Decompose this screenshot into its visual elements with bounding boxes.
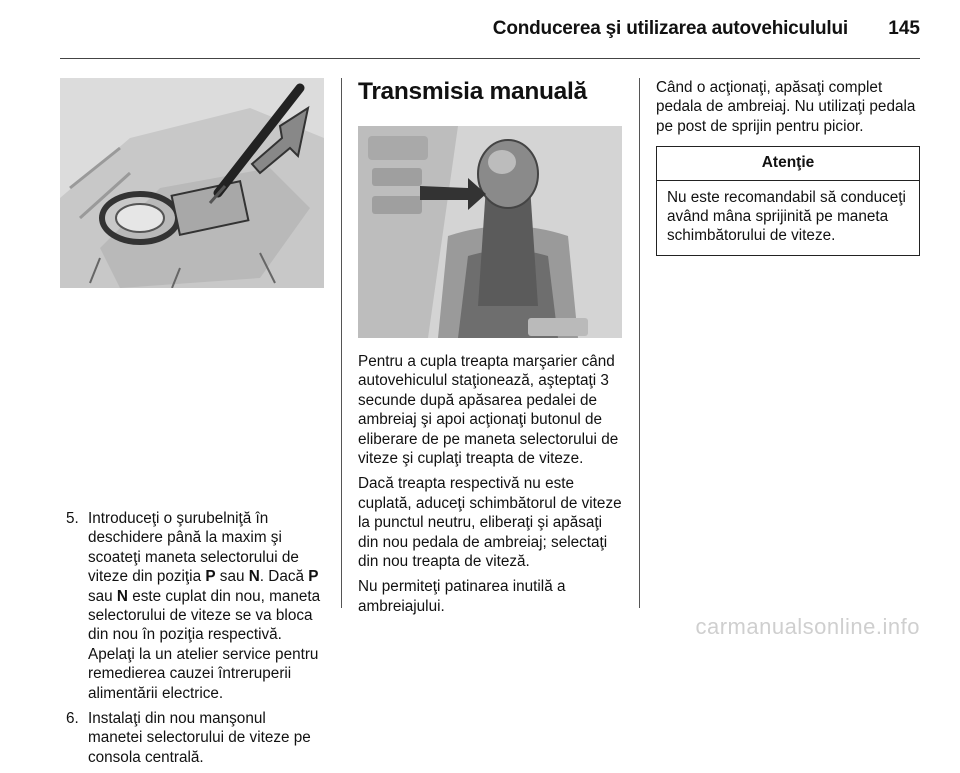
body-paragraph: Nu permiteţi patinarea inutilă a ambreiajului. [358,578,566,615]
watermark: carmanualsonline.info [695,614,920,639]
instruction-steps [60,509,324,767]
step-emphasis: N [116,587,128,605]
step-item [60,709,324,767]
step-text: sau [88,587,117,605]
body-paragraph: Pentru a cupla treapta marşarier când autovehiculul staţionează, aşteptaţi 3 secunde după apăsarea pedalei de ambreiaj şi apoi acţionaţi butonul de eliberare de pe maneta selectorului de viteze şi cuplaţi treapta de viteze. [358,353,619,468]
right-paragraph: Când o acţionaţi, apăsaţi complet pedala de ambreiaj. Nu utilizaţi pedala pe post de sprijin pentru picior. [656,79,916,135]
middle-text-block [358,352,622,616]
step-emphasis: P [205,568,216,586]
header-divider [60,58,920,59]
column-divider-right [639,78,640,608]
step-text: sau [215,568,249,586]
step-emphasis: P [308,568,319,586]
warning-body: Nu este recomandabil să conduceţi având mâna sprijinită pe maneta schimbătorului de viteze. [667,188,906,245]
step-text: Introduceţi o şurubelniţă în deschidere până la maxim şi scoateţi maneta selectorului de viteze din poziţia [88,510,299,586]
step-text: este cuplat din nou, maneta selectorului de viteze se va bloca din nou în poziţia respectivă. Apelaţi la un atelier service pentru remedierea cauzei întreruperii alimentării electrice. [88,587,321,702]
warning-box [656,146,920,256]
step-text: . Dacă [259,568,309,586]
section-title: Transmisia manuală [358,78,587,105]
step-emphasis: N [248,568,260,586]
page-header [0,0,960,60]
middle-column [358,78,622,616]
left-column [60,78,324,773]
step-item [60,509,324,703]
right-column [656,78,920,256]
column-divider-left [341,78,342,608]
page-title: Conducerea şi utilizarea autovehiculului [492,18,848,39]
warning-title: Atenţie [657,147,919,180]
step-text: Instalaţi din nou manşonul manetei selectorului de viteze pe consola centrală. [88,710,311,766]
body-paragraph: Dacă treapta respectivă nu este cuplată, aduceţi schimbătorul de viteze la punctul neutru, eliberaţi şi apăsaţi din nou pedala de ambreiaj; selectaţi din nou treapta de viteză. [358,475,622,571]
page-number: 145 [888,18,920,39]
step-number: 5. [66,510,79,527]
screwdriver-selector-lever-icon [60,78,324,288]
gear-lever-icon [358,126,622,338]
step-number: 6. [66,710,79,728]
